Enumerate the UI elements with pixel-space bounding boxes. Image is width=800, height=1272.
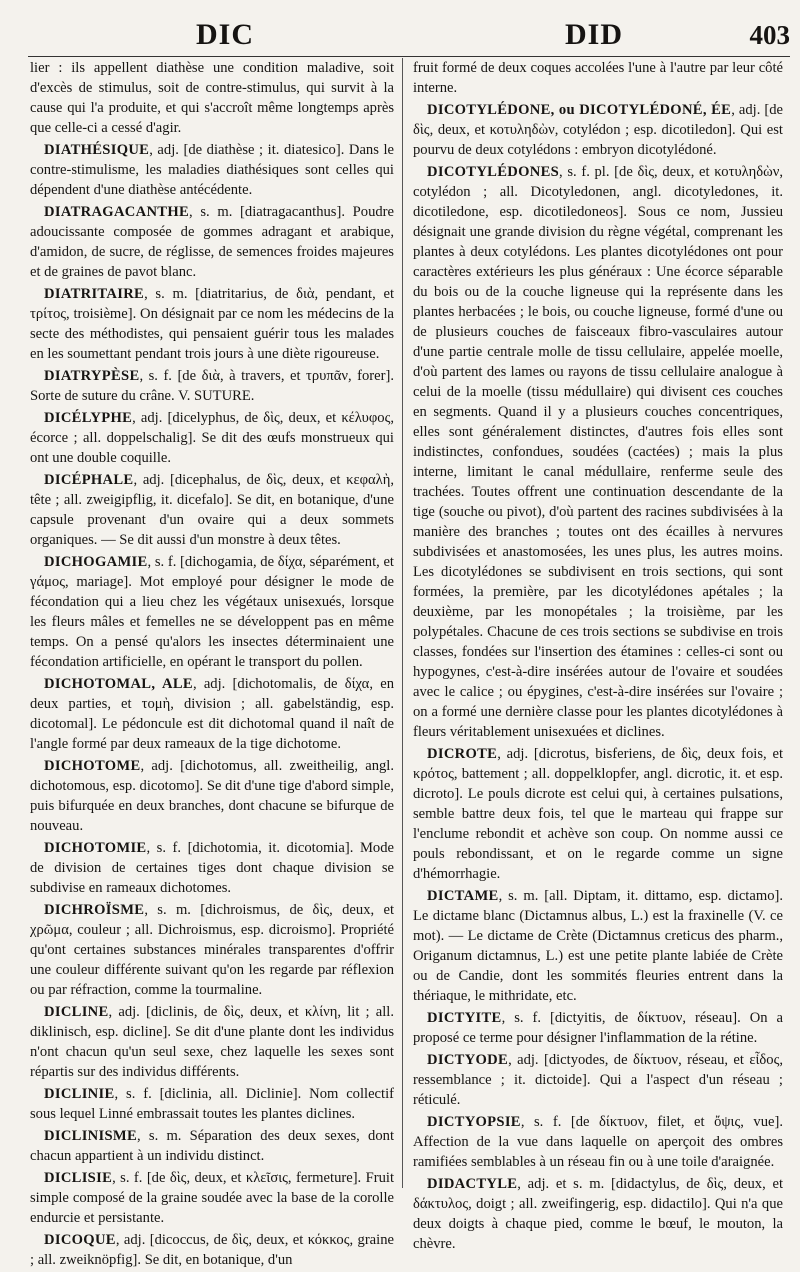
dictionary-entry xyxy=(30,202,394,282)
entry-definition: lier : ils appellent diathèse une condition maladive, soit d'excès de stimulus, soit de contre-stimulus, qui survit à la cause qui l'a produite, et qui s'accroît même longtemps après que celle-ci a cessé d'agir. xyxy=(30,60,394,136)
entry-headword: DICTYITE xyxy=(427,1010,502,1026)
entry-definition: , s. f. [dichotomia, it. dicotomia]. Mode de division de certaines tiges dont chaque division se subdivise en rameaux dichotomes. xyxy=(30,840,394,896)
entry-headword: DIATHÉSIQUE xyxy=(44,142,150,158)
entry-headword: DICOTYLÉDONES xyxy=(427,164,560,180)
entry-headword: DICOQUE xyxy=(44,1232,116,1248)
dictionary-entry xyxy=(413,744,783,884)
dictionary-entry xyxy=(413,1050,783,1110)
dictionary-entry xyxy=(30,470,394,550)
running-head-right: DID xyxy=(565,18,624,51)
dictionary-entry xyxy=(30,838,394,898)
entry-definition: , s. f. [diclinia, all. Diclinie]. Nom collectif sous lequel Linné embrassait toutes les plantes diclines. xyxy=(30,1086,394,1122)
entry-headword: DICTYOPSIE xyxy=(427,1114,521,1130)
page-number: 403 xyxy=(749,20,790,50)
dictionary-entry xyxy=(413,1008,783,1048)
entry-definition: , adj. [diclinis, de δὶς, deux, et κλίνη, lit ; all. diklinisch, esp. dicline]. Se dit d'une plante dont les individus n'ont chacun qu'un seul sexe, chez laquelle les sexes sont répartis sur des individus différents. xyxy=(30,1004,394,1080)
entry-headword: DICTAME xyxy=(427,888,499,904)
entry-definition: , adj. et s. m. [didactylus, de δὶς, deux, et δάκτυλος, doigt ; all. zweifingerig, esp. didactilo]. Qui n'a que deux doigts à chaque pied, comme le bœuf, le mouton, la chèvre. xyxy=(413,1176,783,1252)
entry-headword: DICHROÏSME xyxy=(44,902,145,918)
entry-headword: DIDACTYLE xyxy=(427,1176,518,1192)
entry-headword: DICHOTOMIE xyxy=(44,840,147,856)
running-head xyxy=(0,18,800,52)
entry-headword: DICROTE xyxy=(427,746,498,762)
dictionary-entry xyxy=(413,162,783,742)
entry-definition: , adj. [dicrotus, bisferiens, de δὶς, deux fois, et κρότος, battement ; all. doppelklopfer, angl. dicrotic, it. et esp. dicroto]. Le pouls dicrote est celui qui, à certaines pulsations, semble battre deux fois, tel que le marteau qui frappe sur l'enclume rebondit et achève son coup. On nomme aussi ce pouls rebondissant, et on le regarde comme un signe d'hémorrhagie. xyxy=(413,746,783,882)
dictionary-entry xyxy=(413,58,783,98)
entry-definition: , s. f. pl. [de δὶς, deux, et κοτυληδὼν, cotylédon ; all. Dicotyledonen, angl. dicotyledones, it. dicotiledone, esp. dicotiledoneos]. Sous ce nom, Jussieu désignait une grande division du règne végétal, comprenant les plantes à deux cotylédons. Les plantes dicotylédones ont pour caractères extérieurs les plus généraux : Une écorce séparable du bois ou de la couche ligneuse qui la représente dans les plantes herbacées ; le bois, ou couche ligneuse, formé d'une ou de plusieurs couches de faisceaux fibro-vasculaires autour d'une partie centrale molle de tissu cellulaire, appelée moelle, d'où partent des lames ou rayons de tissu cellulaire analogue à celui de la moelle (tissu médullaire) qui divisent ces couches en segments. Quand il y a plusieurs couches concentriques, elles sont généralement distinctes, d'autres fois elles sont indistinctes, confondues, soudées (cactées) ; mais la plus interne, limitant le canal médullaire, renferme seule des trachées. Toutes offrent une continuation descendante de la tige (souche ou pivot), d'où partent des racines subdivisées à la manière des branches ; toutes ont des écailles à nervures subdivisées et anastomosées, les unes plus, les autres moins. Les dicotylédones se subdivisent en trois sections, qui sont formées, la première, par les dicotylédones apétales ; la deuxième, par les monopétales ; la troisième, par les polypétales. Chacune de ces trois sections se subdivise en trois classes, fondées sur l'insertion des étamines : celles-ci sont ou hypogynes, c'est-à-dire insérées autour de l'ovaire et soudées avec le calice ; ou épygines, c'est-à-dire insérées sur l'ovaire ; on a formé une dernière classe pour les plantes dicotylédones à fleurs véritablement unisexuées et diclines. xyxy=(413,164,783,740)
entry-definition: , s. m. [all. Diptam, it. dittamo, esp. dictamo]. Le dictame blanc (Dictamnus albus, L.) est la fraxinelle (V. ce mot). — Le dictame de Crète (Dictamnus creticus des pharm., Origanum dictamnus, L.) est une petite plante labiée de Crète ou de Candie, dont les sommités fleuries entrent dans la thériaque, le mithridate, etc. xyxy=(413,888,783,1004)
entry-definition: , adj. [dictyodes, de δίκτυον, réseau, et εἶδος, ressemblance ; it. dictoide]. Qui a l'aspect d'un réseau ; réticulé. xyxy=(413,1052,783,1108)
entry-headword: DICOTYLÉDONE, ou DICOTYLÉDONÉ, ÉE xyxy=(427,102,732,118)
entry-headword: DIATRAGACANTHE xyxy=(44,204,190,220)
entry-headword: DICHOTOME xyxy=(44,758,141,774)
dictionary-entry xyxy=(30,1230,394,1270)
entry-headword: DICÉLYPHE xyxy=(44,410,133,426)
dictionary-entry xyxy=(30,900,394,1000)
column-divider xyxy=(402,58,403,1188)
dictionary-entry xyxy=(30,1168,394,1228)
entry-definition: , adj. [de δὶς, deux, et κοτυληδὼν, cotylédon ; esp. dicotiledon]. Qui est pourvu de deux cotylédons : embryon dicotylédoné. xyxy=(413,102,783,158)
dictionary-entry xyxy=(30,408,394,468)
entry-definition: , s. m. [diatragacanthus]. Poudre adoucissante composée de gommes adragant et arabique, d'amidon, de sucre, de réglisse, de semences froides majeures et de graines de pavot blanc. xyxy=(30,204,394,280)
dictionary-entry xyxy=(30,366,394,406)
dictionary-entry xyxy=(413,1112,783,1172)
header-rule xyxy=(28,56,790,57)
dictionary-entry xyxy=(30,284,394,364)
entry-headword: DICHOGAMIE xyxy=(44,554,148,570)
entry-headword: DICÉPHALE xyxy=(44,472,134,488)
entry-definition: , s. f. [dichogamia, de δίχα, séparément, et γάμος, mariage]. Mot employé pour désigner le mode de fécondation qui a lieu chez les végétaux unisexués, lorsque les fleurs mâles et femelles ne se développent pas en même temps. On a pensé qu'alors les insectes déterminaient une fécondation artificielle, en opérant le transport du pollen. xyxy=(30,554,394,670)
entry-headword: DICTYODE xyxy=(427,1052,509,1068)
left-column xyxy=(30,58,394,1272)
running-head-left: DIC xyxy=(196,18,255,51)
entry-definition: , adj. [dicephalus, de δὶς, deux, et κεφαλὴ, tête ; all. zweigipflig, it. dicefalo]. Se dit, en botanique, d'une capsule provenant d'un ovaire qui a deux sommets organiques. — Se dit aussi d'un monstre à deux têtes. xyxy=(30,472,394,548)
entry-headword: DIATRITAIRE xyxy=(44,286,145,302)
entry-headword: DICLINISME xyxy=(44,1128,138,1144)
dictionary-entry xyxy=(413,100,783,160)
dictionary-entry xyxy=(30,552,394,672)
entry-headword: DIATRYPÈSE xyxy=(44,368,140,384)
entry-definition: , s. m. Séparation des deux sexes, dont chacun appartient à un individu distinct. xyxy=(30,1128,394,1164)
entry-definition: , s. f. [de δὶς, deux, et κλεῖσις, fermeture]. Fruit simple composé de la graine soudée avec la base de la corolle endurcie et persistante. xyxy=(30,1170,394,1226)
dictionary-entry xyxy=(30,756,394,836)
dictionary-entry xyxy=(413,1174,783,1254)
dictionary-entry xyxy=(30,1126,394,1166)
entry-headword: DICLISIE xyxy=(44,1170,113,1186)
entry-headword: DICLINE xyxy=(44,1004,109,1020)
entry-definition: , adj. [dichotomalis, de δίχα, en deux parties, et τομὴ, division ; all. gabelständig, esp. dicotomal]. Le pédoncule est dit dichotomal quand il naît de l'angle formé par deux rameaux de la tige dichotome. xyxy=(30,676,395,752)
entry-definition: , adj. [de diathèse ; it. diatesico]. Dans le contre-stimulisme, les maladies diathésiques sont celles qui dépendent d'une diathèse antécédente. xyxy=(30,142,394,198)
entry-definition: , s. m. [dichroismus, de δὶς, deux, et χρῶμα, couleur ; all. Dichroismus, esp. dicroismo]. Propriété qu'ont certaines substances minérales transparentes d'offrir une couleur différente suivant qu'on les regarde par réflexion ou par réfraction, comme la tourmaline. xyxy=(30,902,394,998)
dictionary-entry xyxy=(30,1002,394,1082)
entry-definition: , adj. [dichotomus, all. zweitheilig, angl. dichotomous, esp. dicotomo]. Se dit d'une tige d'abord simple, puis bifurquée en deux branches, dont chacune se bifurque de nouveau. xyxy=(30,758,394,834)
entry-headword: DICHOTOMAL, ALE xyxy=(44,676,193,692)
entry-definition: , s. m. [diatritarius, de διὰ, pendant, et τρίτος, troisième]. On désignait par ce nom les médecins de la secte des méthodistes, qui pensaient guérir tous les malades en les soumettant pendant trois jours à une diète rigoureuse. xyxy=(30,286,394,362)
entry-definition: , s. f. [de διὰ, à travers, et τρυπᾶν, forer]. Sorte de suture du crâne. V. SUTURE. xyxy=(30,368,394,404)
dictionary-entry xyxy=(413,886,783,1006)
entry-definition: , s. f. [dictyitis, de δίκτυον, réseau]. On a proposé ce terme pour désigner l'inflammation de la rétine. xyxy=(413,1010,783,1046)
dictionary-entry xyxy=(30,58,394,138)
right-column xyxy=(413,58,783,1256)
entry-definition: , adj. [dicoccus, de δὶς, deux, et κόκκος, graine ; all. zweiknöpfig]. Se dit, en botanique, d'un xyxy=(30,1232,394,1268)
entry-definition: fruit formé de deux coques accolées l'une à l'autre par leur côté interne. xyxy=(413,60,783,96)
entry-definition: , adj. [dicelyphus, de δὶς, deux, et κέλυφος, écorce ; all. doppelschalig]. Se dit des œufs monstrueux qui ont une double coquille. xyxy=(30,410,394,466)
dictionary-entry xyxy=(30,674,394,754)
entry-headword: DICLINIE xyxy=(44,1086,115,1102)
dictionary-entry xyxy=(30,140,394,200)
dictionary-entry xyxy=(30,1084,394,1124)
entry-definition: , s. f. [de δίκτυον, filet, et ὄψις, vue]. Affection de la vue dans laquelle on aperçoit des ombres ramifiées semblables à un réseau fin ou à une toile d'araignée. xyxy=(413,1114,783,1170)
